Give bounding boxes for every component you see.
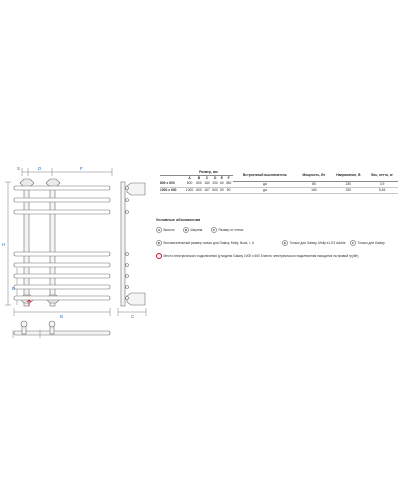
legend-badge: A: [157, 228, 161, 232]
legend-badge: B: [184, 228, 188, 232]
voltage-header: Напряжение, В: [331, 170, 367, 181]
legend-item-connection: [156, 253, 400, 259]
legend-text: Место электрического подключения (у модели Galaxy 1000 x 600 5 место электрического подключения находится на правой трубе): [163, 254, 359, 258]
legend-badge: F: [350, 240, 356, 246]
switch-header: Встроенный выключатель: [233, 170, 298, 181]
label-c: C: [131, 314, 135, 319]
label-s: S: [17, 166, 21, 171]
label-b: B: [60, 314, 64, 319]
legend-item-c: [211, 227, 243, 233]
size-header: Размер, мм: [184, 170, 232, 176]
power-cell: 85: [297, 181, 330, 187]
label-h: H: [2, 242, 6, 247]
dim-cell: 600: [196, 187, 202, 192]
legend-title: Условные обозначения: [156, 218, 201, 222]
dim-col-d: D: [213, 176, 217, 180]
dim-cell: 60: [220, 181, 224, 186]
dim-col-b: B: [197, 176, 201, 180]
weight-header: Вес, нетто, кг: [366, 170, 398, 181]
dim-cell: 50: [220, 187, 224, 192]
dim-col-c: C: [205, 176, 209, 180]
dim-cell: 160: [204, 181, 210, 186]
legend-badge: C: [212, 228, 216, 232]
dim-cell: 500: [212, 187, 218, 192]
label-d: D: [38, 166, 42, 171]
dim-col-f: F: [227, 176, 230, 180]
voltage-cell: 230: [331, 181, 367, 187]
legend-item-d: [156, 240, 254, 246]
dim-col-a: A: [188, 176, 191, 180]
weight-cell: 5,45: [366, 187, 398, 193]
legend-item-f: [350, 240, 385, 246]
connection-icon: ↑: [156, 253, 162, 259]
legend-badge: D: [157, 241, 161, 245]
table-row: [160, 187, 398, 193]
legend-item-e: [282, 240, 346, 246]
model-cell: 1000 x 600: [160, 187, 184, 193]
dim-cell: 600: [196, 181, 202, 186]
legend-text: Размер от стены: [218, 228, 244, 232]
dim-cell: 200: [212, 181, 218, 186]
legend-text: Высота: [163, 228, 175, 232]
power-header: Мощность, Вт: [297, 170, 330, 181]
voltage-cell: 230: [331, 187, 367, 193]
dim-col-e: E: [220, 176, 223, 180]
dim-cell: 350: [225, 181, 232, 186]
dim-cell: 167: [204, 187, 210, 192]
weight-cell: 3,9: [366, 181, 398, 187]
switch-cell: да: [233, 181, 298, 187]
legend-text: Вспомогательный размер только для Galaxy, Molly, Nova, I, U: [163, 241, 255, 245]
dim-cell: 800: [184, 181, 195, 187]
spec-table: [160, 170, 398, 194]
switch-cell: да: [233, 187, 298, 193]
top-view-drawing: [14, 321, 110, 335]
legend-badge: E: [283, 241, 286, 245]
side-view-drawing: [121, 182, 145, 306]
legend-item-a: [156, 227, 174, 233]
label-f: F: [80, 166, 83, 171]
dim-cell: 1000: [185, 187, 194, 192]
power-cell: 160: [297, 187, 330, 193]
label-e: E: [12, 286, 16, 291]
legend-text: Только для Galaxy, Molly e1-E3 double: [289, 241, 346, 245]
dim-cell: 50: [225, 187, 233, 193]
model-cell: 800 x 600: [160, 181, 184, 187]
legend-text: Только для Galaxy: [357, 241, 385, 245]
legend-item-b: [183, 227, 202, 233]
legend-text: Ширина: [190, 228, 203, 232]
